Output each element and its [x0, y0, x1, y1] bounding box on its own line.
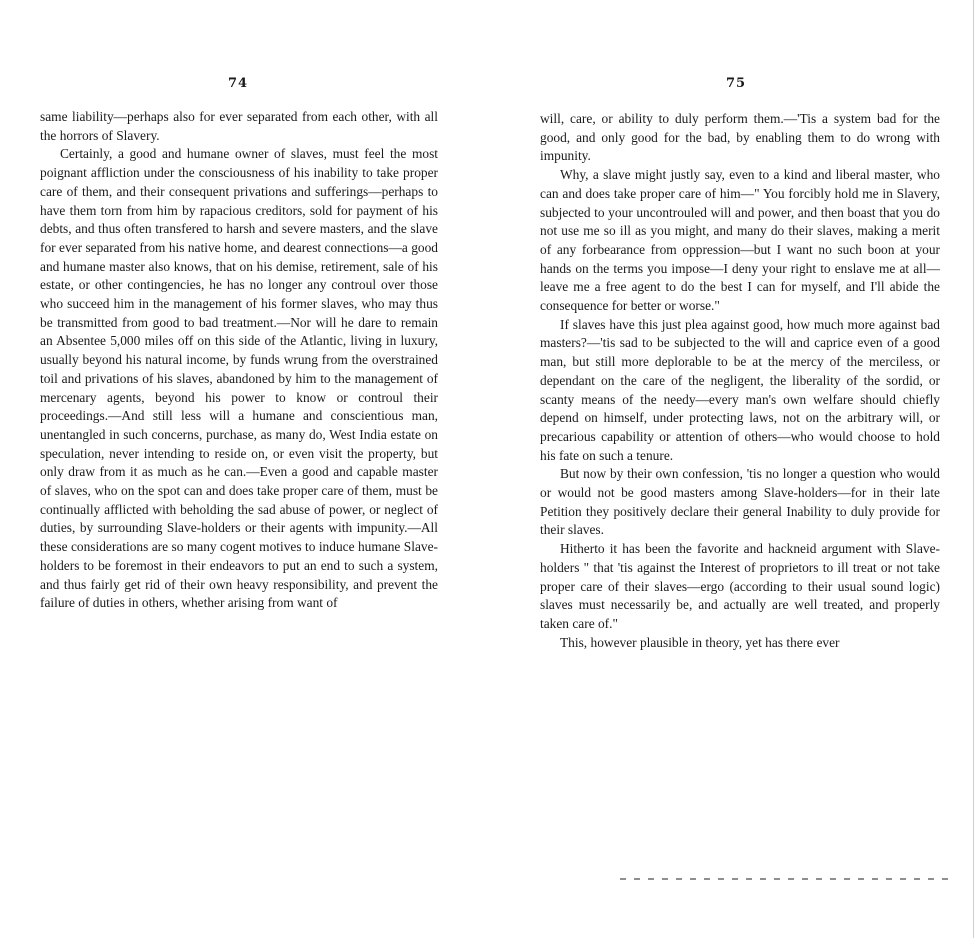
- page-edge: [973, 0, 974, 938]
- right-page-text: [540, 110, 940, 652]
- paragraph: Certainly, a good and humane owner of slaves, must feel the most poignant affliction under the consciousness of his inability to take proper care of them, and their consequent privations and sufferings—perhaps to have them torn from him by rapacious creditors, sold for payment of his debts, and thus often transfered to harsh and severe masters, and the slave for ever separated from his native home, and dearest connections—a good and humane master also knows, that on his demise, retirement, sale of his estate, or other contingencies, he has no longer any controul over those who succeed him in the management of his former slaves, who may thus be transmitted from good to bad treatment.—Nor will he dare to remain an Absentee 5,000 miles off on this side of the Atlantic, living in luxury, usually beyond his natural income, by funds wrung from the overstrained toil and privations of his slaves, abandoned by him to the management of mercenary agents, beyond his power to know or controul their proceedings.—And still less will a humane and conscientious man, unentangled in such concerns, purchase, as many do, West India estate on speculation, never intending to reside on, or even visit the property, but only draw from it as much as he can.—Even a good and capable master of slaves, who on the spot can and does take proper care of them, must be continually afflicted with beholding the sad abuse of power, or neglect of duties, by surrounding Slave-holders or their agents with impunity.—All these considerations are so many cogent motives to induce humane Slave-holders to be foremost in their endeavors to put an end to such a system, and thus fairly get rid of their own heavy responsibility, and prevent the failure of duties in others, whether arising from want of: [40, 146, 438, 611]
- paragraph: Why, a slave might justly say, even to a kind and liberal master, who can and does take proper care of him—" You forcibly hold me in Slavery, subjected to your uncontrouled will and power, and then boast that you do not use me so ill as you might, and many do their slaves, making a merit of any forbearance from oppression—but I want no such boon at your hands on the terms you impose—I deny your right to enslave me at all—leave me a free agent to do the best I can for myself, and I'll abide the consequence for better or worse.": [540, 167, 940, 314]
- page-number-75: 75: [726, 76, 747, 91]
- paragraph: But now by their own confession, 'tis no longer a question who would or would not be good masters among Slave-holders—for in their late Petition they positively declare their general Inability to duly provide for their slaves.: [540, 466, 940, 538]
- left-page: [40, 0, 438, 938]
- left-page-text: [40, 108, 438, 613]
- page-number-74: 74: [228, 76, 249, 91]
- paragraph: If slaves have this just plea against good, how much more against bad masters?—'tis sad to be subjected to the will and caprice even of a good man, but still more deplorable to be at the mercy of the merciless, or dependant on the care of the negligent, the liberality of the sordid, or scanty means of the needy—every man's own welfare should chiefly depend on himself, under protecting laws, not on the arbitrary will, or precarious capability or attention of others—who would choose to hold his fate on such a tenure.: [540, 316, 940, 463]
- paragraph: will, care, or ability to duly perform them.—'Tis a system bad for the good, and only good for the bad, by enabling them to do wrong with impunity.: [540, 111, 940, 164]
- paragraph: Hitherto it has been the favorite and hackneid argument with Slave-holders " that 'tis against the Interest of proprietors to ill treat or not take proper care of their slaves—ergo (according to their usual sound logic) slaves must necessarily be, and actually are well treated, and properly taken care of.": [540, 541, 940, 631]
- right-page: [540, 0, 940, 938]
- scan-artifact: [620, 878, 950, 880]
- paragraph: same liability—perhaps also for ever separated from each other, with all the horrors of Slavery.: [40, 109, 438, 143]
- paragraph: This, however plausible in theory, yet has there ever: [560, 634, 840, 650]
